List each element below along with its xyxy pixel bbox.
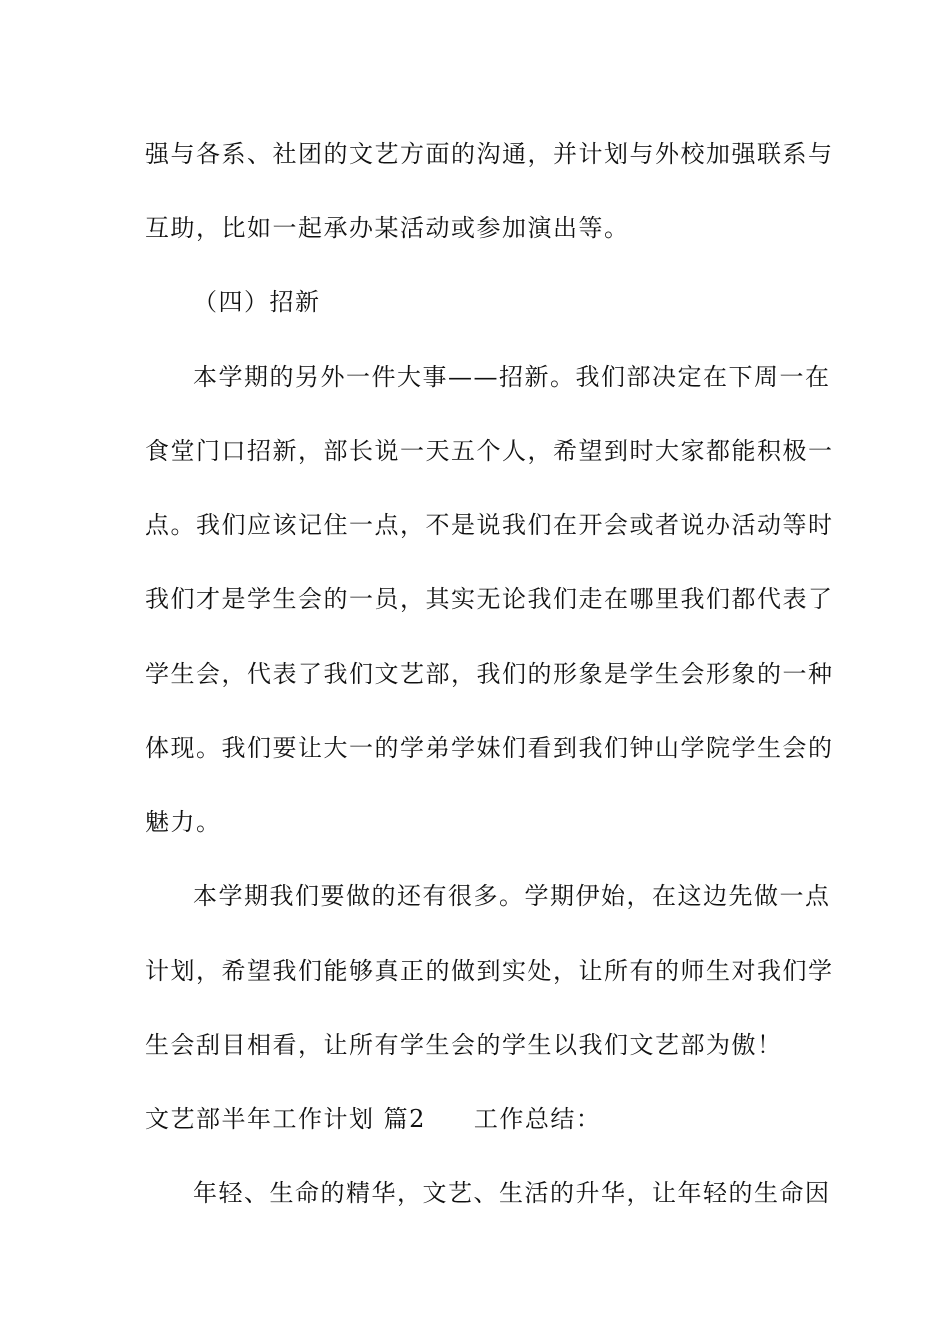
paragraph-line: 计划，希望我们能够真正的做到实处，让所有的师生对我们学 — [145, 957, 834, 985]
paragraph-line: 年轻、生命的精华，文艺、生活的升华，让年轻的生命因 — [193, 1179, 831, 1207]
paragraph-line: 互助，比如一起承办某活动或参加演出等。 — [145, 214, 630, 242]
section-title-line — [145, 1099, 825, 1139]
paragraph-line: 本学期的另外一件大事——招新。我们部决定在下周一在 — [193, 363, 831, 391]
section-subtitle: 工作总结： — [473, 1105, 602, 1133]
paragraph-line: 食堂门口招新，部长说一天五个人，希望到时大家都能积极一 — [145, 437, 834, 465]
paragraph-line: 本学期我们要做的还有很多。学期伊始，在这边先做一点 — [193, 882, 831, 910]
paragraph-line: 点。我们应该记住一点，不是说我们在开会或者说办活动等时 — [145, 511, 834, 539]
section-heading: （四）招新 — [193, 288, 321, 316]
section-title: 文艺部半年工作计划 篇2 — [145, 1105, 426, 1133]
paragraph-line: 体现。我们要让大一的学弟学妹们看到我们钟山学院学生会的 — [145, 734, 834, 762]
paragraph-line: 我们才是学生会的一员，其实无论我们走在哪里我们都代表了 — [145, 585, 834, 613]
paragraph-line: 强与各系、社团的文艺方面的沟通，并计划与外校加强联系与 — [145, 140, 834, 168]
paragraph-line: 生会刮目相看，让所有学生会的学生以我们文艺部为傲！ — [145, 1031, 783, 1059]
paragraph-line: 魅力。 — [145, 808, 222, 836]
paragraph-line: 学生会，代表了我们文艺部，我们的形象是学生会形象的一种 — [145, 660, 834, 688]
